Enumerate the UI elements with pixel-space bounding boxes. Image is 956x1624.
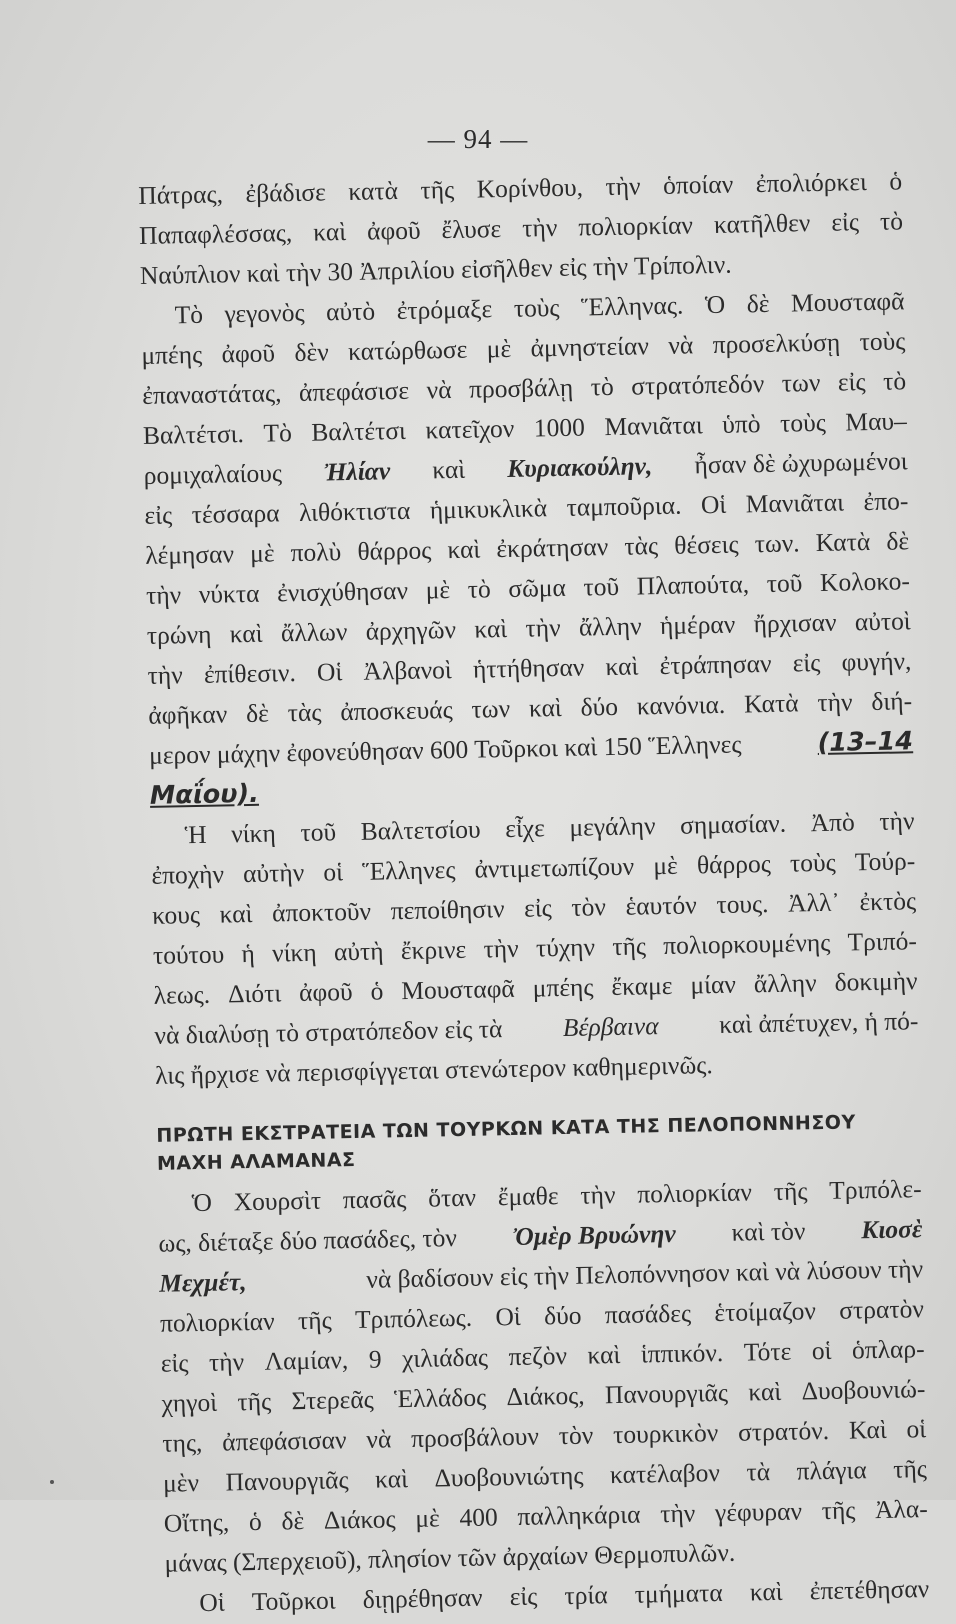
word: λέμησαν bbox=[145, 539, 235, 570]
word: πολὺ bbox=[290, 537, 342, 568]
word: καὶ bbox=[219, 898, 253, 929]
word: ἤρχισαν bbox=[753, 607, 837, 639]
word: μεγάλην bbox=[569, 811, 656, 842]
word: τῆς bbox=[892, 1454, 928, 1484]
word: ἡμικυκλικὰ bbox=[429, 493, 548, 525]
word: Λαμίαν, bbox=[264, 1345, 349, 1376]
word: Κορίνθου, bbox=[476, 172, 584, 204]
word: τὴν bbox=[879, 806, 915, 836]
word: Μαυ– bbox=[845, 406, 908, 437]
word: Ἕλληνες bbox=[361, 855, 456, 886]
word: των bbox=[471, 693, 511, 724]
word: ἡττήθησαν bbox=[472, 652, 585, 684]
word: θέσεις bbox=[673, 529, 739, 560]
word: ἔκρινε bbox=[400, 934, 467, 966]
word: τὴν bbox=[605, 171, 641, 202]
word: Βαλτετσίου bbox=[360, 814, 481, 846]
word: Δυοβουνιώ- bbox=[801, 1374, 926, 1406]
word: μὲν bbox=[162, 1468, 200, 1498]
word: Κατὰ bbox=[815, 527, 871, 558]
word: Οἱ bbox=[700, 489, 727, 520]
word: τὸ bbox=[882, 366, 907, 396]
word: ἄλλην bbox=[578, 611, 642, 642]
word: τὴν bbox=[817, 687, 853, 718]
word: Ἀλβανοὶ bbox=[363, 655, 453, 686]
word: τοὺς bbox=[779, 407, 827, 438]
word: τὸ bbox=[879, 206, 904, 236]
word: τους. bbox=[716, 889, 769, 920]
word: Ἀλλ᾿ bbox=[787, 887, 841, 918]
word: στρατόπεδόν bbox=[630, 369, 765, 401]
word: καὶ bbox=[229, 618, 263, 649]
word: διῃρέθησαν bbox=[362, 1582, 483, 1614]
word: Κολοκο- bbox=[819, 566, 911, 597]
word: ἀφοῦ bbox=[366, 215, 421, 246]
word: δύο bbox=[580, 691, 619, 722]
text-line: μάνας (Σπερχειοῦ), πλησίον τῶν ἀρχαίων Θερμοπυλῶν. bbox=[164, 1537, 736, 1578]
word: Τριπόλε- bbox=[828, 1174, 922, 1205]
word: χηγοὶ bbox=[161, 1387, 218, 1418]
word: Διάκος, bbox=[506, 1380, 585, 1412]
word: τὴν bbox=[145, 580, 182, 610]
word: Ὁ bbox=[704, 289, 726, 320]
scan-speck bbox=[50, 1480, 54, 1484]
word: ἐπετέθησαν bbox=[809, 1574, 930, 1606]
word: ἔμαθε bbox=[497, 1181, 559, 1212]
word: μὲ bbox=[486, 333, 512, 364]
word: τὸν bbox=[558, 1420, 594, 1451]
word: φυγήν, bbox=[841, 646, 912, 677]
word: τῆς bbox=[297, 1305, 332, 1336]
handwritten-date-note: Μαΐου). bbox=[149, 778, 260, 811]
word: τὴν bbox=[659, 1498, 696, 1529]
word: νίκη bbox=[230, 818, 277, 849]
text-span: ρομιχαλαίους bbox=[143, 458, 283, 490]
word: των bbox=[781, 367, 821, 398]
word: μὲ bbox=[425, 575, 451, 605]
word: τοὺς bbox=[513, 292, 560, 323]
word: Πανουργιᾶς bbox=[225, 1465, 349, 1497]
word: τῆς bbox=[773, 1176, 808, 1206]
word: Δυοβουνιώτης bbox=[434, 1460, 584, 1493]
word: τὴν bbox=[525, 612, 561, 643]
word: τὸ bbox=[590, 371, 614, 402]
person-name-emphasis: Κιοσὲ bbox=[860, 1214, 923, 1245]
person-name-emphasis: Μεχμέτ, bbox=[158, 1267, 247, 1298]
word: ἀρχηγῶν bbox=[365, 614, 457, 646]
word: τοὺς bbox=[789, 847, 836, 878]
word: νὰ bbox=[366, 1424, 392, 1454]
word: νὰ bbox=[668, 330, 694, 360]
word: ἐτρόμαξε bbox=[396, 294, 493, 326]
word: Τριπόλεως. bbox=[354, 1302, 473, 1335]
word: σῶμα bbox=[508, 572, 567, 603]
text-line: λις ἤρχισε νὰ περισφίγγεται στενώτερον καθημερινῶς. bbox=[154, 1050, 713, 1090]
word: εἰς bbox=[509, 1581, 538, 1612]
person-name-emphasis: Ἠλίαν bbox=[323, 456, 391, 487]
word: τὴν bbox=[483, 933, 519, 964]
word: ἀφῆκαν bbox=[148, 699, 228, 730]
word: Πλαπούτα, bbox=[636, 569, 750, 601]
text-span: καὶ ἀπέτυχεν, ἡ πό- bbox=[718, 1006, 919, 1039]
word: ταμποῦρια. bbox=[566, 490, 682, 522]
word: ἀπεφάσισε bbox=[298, 375, 410, 407]
word: τρώνη bbox=[146, 619, 212, 650]
word: Πανουργιᾶς bbox=[604, 1377, 729, 1410]
word: πολιορκίαν bbox=[578, 210, 694, 242]
text-span: νὰ διαλύσῃ τὸ στρατόπεδον εἰς τὰ bbox=[154, 1014, 503, 1050]
word: καὶ bbox=[605, 651, 639, 682]
word: ἐποχὴν bbox=[151, 859, 225, 890]
word: πλάγια bbox=[796, 1455, 867, 1486]
word: οἱ bbox=[323, 857, 344, 887]
word: τὴν bbox=[580, 1180, 616, 1210]
word: Κατὰ bbox=[743, 688, 799, 719]
paragraph-1 bbox=[138, 161, 904, 296]
word: εἰς bbox=[160, 1348, 189, 1378]
word: Τὸ bbox=[263, 418, 293, 448]
word: Τριπό- bbox=[847, 926, 918, 957]
word: Οἱ bbox=[495, 1301, 522, 1332]
word: λεως. bbox=[153, 979, 211, 1010]
word: ὁ bbox=[370, 976, 384, 1006]
word: καὶ bbox=[374, 1464, 409, 1494]
word: τοὺς bbox=[859, 326, 906, 357]
word: ἄλλων bbox=[280, 617, 348, 648]
word: ὁπλαρ- bbox=[851, 1334, 925, 1365]
word: Καὶ bbox=[848, 1414, 887, 1445]
word: κατεῖχον bbox=[425, 413, 515, 445]
word: Τούρ- bbox=[854, 846, 916, 877]
word: νίκη bbox=[271, 937, 317, 968]
heading-line: ΠΡΩΤΗ ΕΚΣΤΡΑΤΕΙΑ ΤΩΝ ΤΟΥΡΚΩΝ ΚΑΤΑ ΤΗΣ ΠΕΛΟΠΟΝΝΗΣΟΥ bbox=[156, 1111, 856, 1147]
word: τὴν bbox=[521, 212, 558, 243]
word: τὰ bbox=[746, 1457, 771, 1487]
word: ὁ bbox=[889, 166, 903, 196]
handwritten-date-note: (13–14 bbox=[817, 726, 914, 759]
word: της, bbox=[162, 1428, 203, 1458]
word: μπέης bbox=[141, 339, 203, 370]
word: ὑπὸ bbox=[721, 409, 761, 439]
word: ὁ bbox=[248, 1506, 262, 1537]
word: ἀντιμετωπίζουν bbox=[474, 851, 635, 884]
word: Πάτρας, bbox=[138, 179, 224, 210]
text-span: καὶ τὸν bbox=[731, 1216, 806, 1247]
word: διή- bbox=[871, 686, 913, 717]
word: ἐκτὸς bbox=[859, 886, 917, 917]
word: στρατόν. bbox=[737, 1415, 830, 1447]
word: 9 bbox=[368, 1344, 382, 1374]
word: Τοῦρκοι bbox=[251, 1585, 336, 1617]
word: καὶ bbox=[312, 217, 347, 247]
word: οἱ bbox=[906, 1414, 927, 1444]
word: καὶ bbox=[749, 1576, 783, 1607]
word: ἀπεφάσισαν bbox=[221, 1425, 347, 1457]
word: ἔλυσε bbox=[441, 214, 502, 245]
word: τύχην bbox=[535, 932, 596, 963]
word: τῆς bbox=[420, 174, 455, 205]
word: ἀμνηστείαν bbox=[530, 331, 650, 363]
word: τοῦ bbox=[583, 571, 620, 602]
word: τῆς bbox=[821, 1495, 856, 1526]
word: Μανιᾶται bbox=[604, 410, 703, 442]
word: τὴν bbox=[208, 1347, 245, 1377]
word: τῆς bbox=[612, 931, 647, 962]
word: οἱ bbox=[811, 1335, 832, 1366]
word: κους bbox=[151, 899, 201, 930]
word: Βαλτέτσι bbox=[311, 415, 407, 447]
word: γεγονὸς bbox=[224, 297, 305, 329]
word: αὐτοὶ bbox=[854, 606, 911, 637]
word: καὶ bbox=[447, 534, 481, 565]
text-span: μερον μάχην ἐφονεύθησαν 600 Τοῦρκοι καὶ 150 Ἕλληνες bbox=[148, 729, 742, 770]
heading-line: ΜΑΧΗ ΑΛΑΜΑΝΑΣ bbox=[156, 1149, 356, 1175]
word: τῆς bbox=[237, 1386, 272, 1417]
word: ἐνισχύθησαν bbox=[276, 575, 409, 608]
word: ἡμέραν bbox=[659, 609, 736, 641]
word: Παπαφλέσσας, bbox=[138, 218, 293, 250]
text-span: καὶ bbox=[432, 454, 466, 485]
word: ἐβάδισε bbox=[245, 177, 327, 208]
word: Οἴτης, bbox=[163, 1507, 230, 1538]
word: λιθόκτιστα bbox=[298, 495, 411, 527]
word: Χουρσὶτ bbox=[233, 1185, 322, 1217]
word: δὲν bbox=[294, 337, 329, 368]
word: αὐτὴ bbox=[333, 936, 384, 967]
word: δοκιμὴν bbox=[834, 966, 918, 997]
word: μὲ bbox=[415, 1503, 441, 1533]
word: Οἱ bbox=[199, 1587, 225, 1618]
word: ἀποκτοῦν bbox=[271, 896, 372, 928]
word: δὲ bbox=[245, 698, 270, 729]
word: χιλιάδας bbox=[401, 1342, 489, 1374]
word: προσελκύσῃ bbox=[712, 327, 841, 359]
word: τρία bbox=[564, 1580, 608, 1611]
word: Βαλτέτσι. bbox=[142, 419, 245, 450]
paragraph-2 bbox=[140, 281, 914, 816]
word: εἰς bbox=[523, 893, 553, 923]
word: στρατὸν bbox=[838, 1294, 925, 1325]
word: προσβάλῃ bbox=[468, 372, 574, 404]
word: δὲ bbox=[281, 1506, 305, 1536]
word: εἰς bbox=[792, 647, 821, 678]
person-name-emphasis: Κυριακούλην, bbox=[506, 451, 653, 483]
word: κατῆλθεν bbox=[713, 208, 811, 239]
word: Διότι bbox=[227, 978, 282, 1009]
word: εἰς bbox=[831, 207, 860, 237]
person-name-emphasis: Ὀμὲρ Βρυώνην bbox=[512, 1218, 676, 1251]
word: μὲ bbox=[249, 538, 275, 568]
word: Διάκος bbox=[323, 1504, 396, 1535]
word: θάρρος bbox=[357, 535, 432, 566]
word: ἑτοίμαζον bbox=[714, 1296, 817, 1328]
word: πολιορκίαν bbox=[159, 1306, 275, 1338]
word: κανόνια. bbox=[636, 689, 726, 721]
text-span: νὰ βαδίσουν εἰς τὴν Πελοπόννησον καὶ νὰ λύσουν τὴν bbox=[366, 1254, 924, 1294]
word: δύο bbox=[543, 1300, 582, 1331]
word: τέσσαρα bbox=[191, 498, 280, 530]
word: ἀποσκευάς bbox=[340, 695, 453, 727]
word: νὰ bbox=[426, 375, 452, 405]
word: ἔκαμε bbox=[611, 970, 673, 1002]
word: αὐτὴν bbox=[242, 857, 305, 889]
word: των. bbox=[754, 528, 800, 559]
word: Ἑλλάδος bbox=[393, 1382, 487, 1414]
word: 400 bbox=[459, 1502, 498, 1533]
word: καὶ bbox=[474, 613, 508, 644]
word: Ἀπὸ bbox=[810, 807, 855, 838]
text-span: ως, διέταξε δύο πασάδες, τὸν bbox=[158, 1223, 458, 1258]
page-body bbox=[138, 161, 930, 1623]
word: τουρκικὸν bbox=[612, 1418, 719, 1450]
place-name-italic: Βέρβαινα bbox=[562, 1011, 659, 1042]
word: εἰς bbox=[144, 500, 173, 530]
word: πολιορκίαν bbox=[637, 1177, 753, 1209]
word: ὅταν bbox=[427, 1182, 477, 1213]
word: τὸ bbox=[467, 574, 491, 604]
word: Τότε bbox=[743, 1336, 792, 1367]
text-span: ἦσαν δὲ ὠχυρωμένοι bbox=[694, 446, 908, 480]
word: Οἱ bbox=[316, 657, 343, 687]
page-number: — 94 — bbox=[427, 124, 529, 154]
word: τούτου bbox=[152, 939, 225, 970]
word: κατὰ bbox=[348, 176, 399, 206]
word: γέφυραν bbox=[714, 1496, 803, 1528]
word: ἐκράτησαν bbox=[496, 532, 609, 564]
word: ἐπολιόρκει bbox=[755, 167, 868, 199]
word: καὶ bbox=[528, 692, 563, 723]
word: Στερεᾶς bbox=[291, 1384, 375, 1416]
word: μίαν bbox=[690, 969, 737, 1000]
word: εἶχε bbox=[504, 813, 546, 844]
word: μὲ bbox=[653, 850, 679, 881]
word: ἐτράπησαν bbox=[659, 648, 772, 681]
word: δὲ bbox=[746, 288, 770, 319]
word: ἐπο- bbox=[863, 486, 909, 517]
word: νύκτα bbox=[198, 578, 260, 609]
word: πεποίθησιν bbox=[390, 894, 505, 926]
word: τμήματα bbox=[634, 1578, 723, 1609]
word: ἄλλην bbox=[753, 968, 817, 999]
word: Ἀλα- bbox=[874, 1494, 928, 1525]
word: δὲ bbox=[886, 526, 910, 556]
word: κατέλαβον bbox=[609, 1458, 721, 1490]
word: Ὁ bbox=[191, 1187, 213, 1218]
word: Μουσταφᾶ bbox=[790, 286, 905, 318]
word: ἱππικόν. bbox=[640, 1337, 724, 1369]
word: πασάδες bbox=[604, 1298, 692, 1330]
paragraph-4 bbox=[157, 1169, 929, 1584]
word: ἐπίθεσιν. bbox=[203, 658, 297, 689]
word: σημασίαν. bbox=[679, 808, 787, 840]
word: Μανιᾶται bbox=[745, 487, 845, 519]
word: καὶ bbox=[748, 1376, 782, 1407]
word: θάρρος bbox=[696, 848, 772, 880]
word: τὰς bbox=[624, 531, 659, 561]
word: τὸν bbox=[571, 892, 607, 922]
word: πεζὸν bbox=[508, 1340, 568, 1372]
word: αὐτὸ bbox=[325, 296, 376, 327]
word: ἐπαναστάτας, bbox=[141, 378, 282, 410]
word: Μουσταφᾶ bbox=[401, 973, 516, 1006]
text-line: Ναύπλιον καὶ τὴν 30 Ἀπριλίου εἰσῆλθεν εἰς τὴν Τρίπολιν. bbox=[139, 249, 732, 290]
word: πασᾶς bbox=[342, 1184, 407, 1215]
word: ἑαυτόν bbox=[625, 890, 698, 921]
word: ὁποίαν bbox=[662, 169, 734, 200]
word: πολιορκουμένης bbox=[662, 927, 831, 961]
word: 1000 bbox=[533, 412, 586, 443]
word: ἀφοῦ bbox=[221, 338, 276, 369]
paragraph-3 bbox=[150, 801, 919, 1096]
word: καὶ bbox=[587, 1339, 621, 1370]
word: τὰς bbox=[287, 697, 322, 728]
word: ἡ bbox=[241, 938, 256, 969]
word: κατώρθωσε bbox=[347, 334, 468, 366]
word: ἀφοῦ bbox=[298, 977, 353, 1008]
word: προσβάλουν bbox=[410, 1421, 540, 1453]
word: εἰς bbox=[837, 367, 866, 397]
word: παλληκάρια bbox=[517, 1499, 641, 1531]
word: τοῦ bbox=[766, 568, 803, 599]
word: Ἕλληνας. bbox=[580, 290, 684, 322]
word: τὴν bbox=[147, 660, 183, 690]
word: Τὸ bbox=[174, 299, 204, 330]
word: τοῦ bbox=[300, 817, 337, 848]
word: Ἡ bbox=[184, 819, 207, 850]
word: μπέης bbox=[532, 972, 594, 1003]
